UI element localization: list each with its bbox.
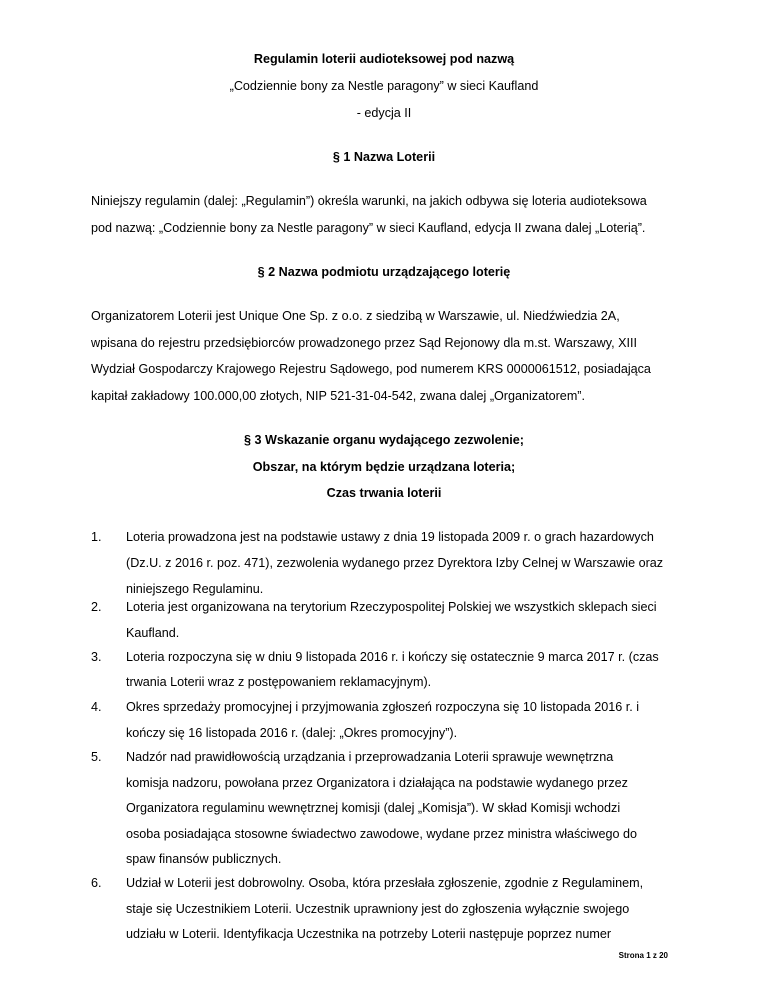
list-item-number: 1. [91,530,102,544]
list-item-line: Organizatora regulaminu wewnętrznej komisji (dalej „Komisja”). W skład Komisji wchodzi [126,801,621,815]
section-1-line: pod nazwą: „Codziennie bony za Nestle paragony” w sieci Kaufland, edycja II zwana dalej „Loterią”. [91,221,646,235]
list-item-line: niniejszego Regulaminu. [126,582,264,596]
section-2-line: Wydział Gospodarczy Krajowego Rejestru Sądowego, pod numerem KRS 0000061512, posiadająca [91,362,651,376]
list-item-line: spaw finansów publicznych. [126,852,282,866]
list-item-line: staje się Uczestnikiem Loterii. Uczestnik uprawniony jest do zgłoszenia wyłącznie swojego [126,902,630,916]
section-1-heading: § 1 Nazwa Loterii [332,150,436,164]
title-line-1: Regulamin loterii audioteksowej pod nazwą [253,52,515,66]
list-item-number: 2. [91,600,102,614]
title-line-3: - edycja II [356,106,412,120]
section-2-heading: § 2 Nazwa podmiotu urządzającego loterię [257,265,511,279]
section-3-heading-line: Obszar, na którym będzie urządzana loteria; [252,460,516,474]
section-3-heading-line: § 3 Wskazanie organu wydającego zezwolenie; [244,433,524,447]
list-item-line: (Dz.U. z 2016 r. poz. 471), zezwolenia wydanego przez Dyrektora Izby Celnej w Warszawie oraz [126,556,664,570]
list-item-number: 6. [91,876,102,890]
list-item-number: 3. [91,650,102,664]
section-2-line: kapitał zakładowy 100.000,00 złotych, NIP 521-31-04-542, zwana dalej „Organizatorem”. [91,389,585,403]
list-item-line: trwania Loterii wraz z postępowaniem reklamacyjnym). [126,675,432,689]
list-item-line: komisja nadzoru, powołana przez Organizatora i działająca na podstawie wydanego przez [126,776,628,790]
list-item-number: 4. [91,700,102,714]
list-item-line: udziału w Loterii. Identyfikacja Uczestnika na potrzeby Loterii następuje poprzez numer [126,927,612,941]
page-number: Strona 1 z 20 [618,951,668,960]
title-line-2: „Codziennie bony za Nestle paragony” w sieci Kaufland [229,79,539,93]
list-item-line: Kaufland. [126,626,180,640]
section-3-heading-line: Czas trwania loterii [326,486,442,500]
list-item-line: kończy się 16 listopada 2016 r. (dalej: „Okres promocyjny”). [126,726,458,740]
section-2-line: Organizatorem Loterii jest Unique One Sp. z o.o. z siedzibą w Warszawie, ul. Niedźwiedzia 2A, [91,309,620,323]
list-item-line: Udział w Loterii jest dobrowolny. Osoba, która przesłała zgłoszenie, zgodnie z Regulaminem, [126,876,644,890]
list-item-line: Loteria rozpoczyna się w dniu 9 listopada 2016 r. i kończy się ostatecznie 9 marca 2017 r. (czas [126,650,659,664]
list-item-line: Loteria jest organizowana na terytorium Rzeczypospolitej Polskiej we wszystkich sklepach sieci [126,600,657,614]
list-item-line: Loteria prowadzona jest na podstawie ustawy z dnia 19 listopada 2009 r. o grach hazardowych [126,530,654,544]
list-item-line: Nadzór nad prawidłowością urządzania i przeprowadzania Loterii sprawuje wewnętrzna [126,750,614,764]
list-item-line: Okres sprzedaży promocyjnej i przyjmowania zgłoszeń rozpoczyna się 10 listopada 2016 r. i [126,700,640,714]
list-item-line: osoba posiadająca stosowne świadectwo zawodowe, wydane przez ministra właściwego do [126,827,638,841]
section-2-line: wpisana do rejestru przedsiębiorców prowadzonego przez Sąd Rejonowy dla m.st. Warszawy, XIII [91,336,637,350]
section-1-line: Niniejszy regulamin (dalej: „Regulamin”) określa warunki, na jakich odbywa się loteria audioteksowa [91,194,647,208]
list-item-number: 5. [91,750,102,764]
